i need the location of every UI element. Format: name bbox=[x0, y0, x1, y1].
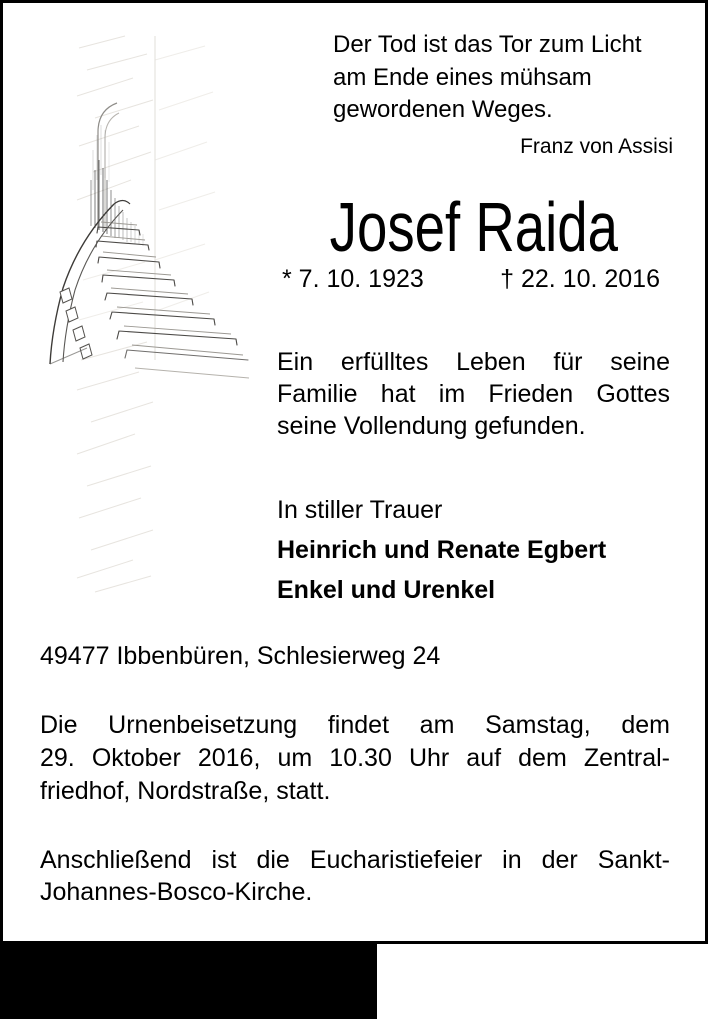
birth-date: * 7. 10. 1923 bbox=[282, 265, 424, 293]
memorial-quote bbox=[333, 29, 673, 161]
mourner-line: Heinrich und Renate Egbert bbox=[277, 536, 607, 564]
quote-line: gewordenen Weges. bbox=[333, 96, 553, 123]
stairway-sketch-svg bbox=[35, 30, 250, 603]
stairway-to-light-artwork bbox=[35, 30, 250, 603]
deceased-name-text: Josef Raida bbox=[329, 188, 618, 266]
redaction-block bbox=[0, 944, 377, 1019]
funeral-info-line: friedhof, Nordstraße, statt. bbox=[40, 777, 331, 805]
mourning-block bbox=[277, 490, 670, 610]
address-line: 49477 Ibbenbüren, Schlesierweg 24 bbox=[40, 642, 441, 670]
funeral-info-line: Die Urnenbeisetzung findet am Samstag, dem bbox=[40, 711, 670, 739]
funeral-info-line: 29. Oktober 2016, um 10.30 Uhr auf dem Zentral- bbox=[40, 744, 670, 772]
service-info-line: Johannes-Bosco-Kirche. bbox=[40, 878, 313, 906]
condolence-intro: In stiller Trauer bbox=[277, 496, 443, 524]
quote-line: am Ende eines mühsam bbox=[333, 63, 592, 91]
mourner-line: Enkel und Urenkel bbox=[277, 576, 496, 604]
life-dates bbox=[277, 264, 670, 294]
death-date: † 22. 10. 2016 bbox=[500, 265, 660, 293]
life-text-line: Familie hat im Frieden Gottes bbox=[277, 380, 670, 408]
service-info-line: Anschließend ist die Eucharistiefeier in der Sankt- bbox=[40, 846, 670, 874]
funeral-info bbox=[40, 709, 670, 808]
service-info bbox=[40, 844, 670, 908]
life-text-line: seine Vollendung gefunden. bbox=[277, 412, 586, 440]
deceased-name bbox=[277, 188, 670, 266]
life-text bbox=[277, 346, 670, 442]
quote-attribution: Franz von Assisi bbox=[520, 134, 673, 158]
quote-line: Der Tod ist das Tor zum Licht bbox=[333, 31, 642, 58]
life-text-line: Ein erfülltes Leben für seine bbox=[277, 348, 670, 376]
